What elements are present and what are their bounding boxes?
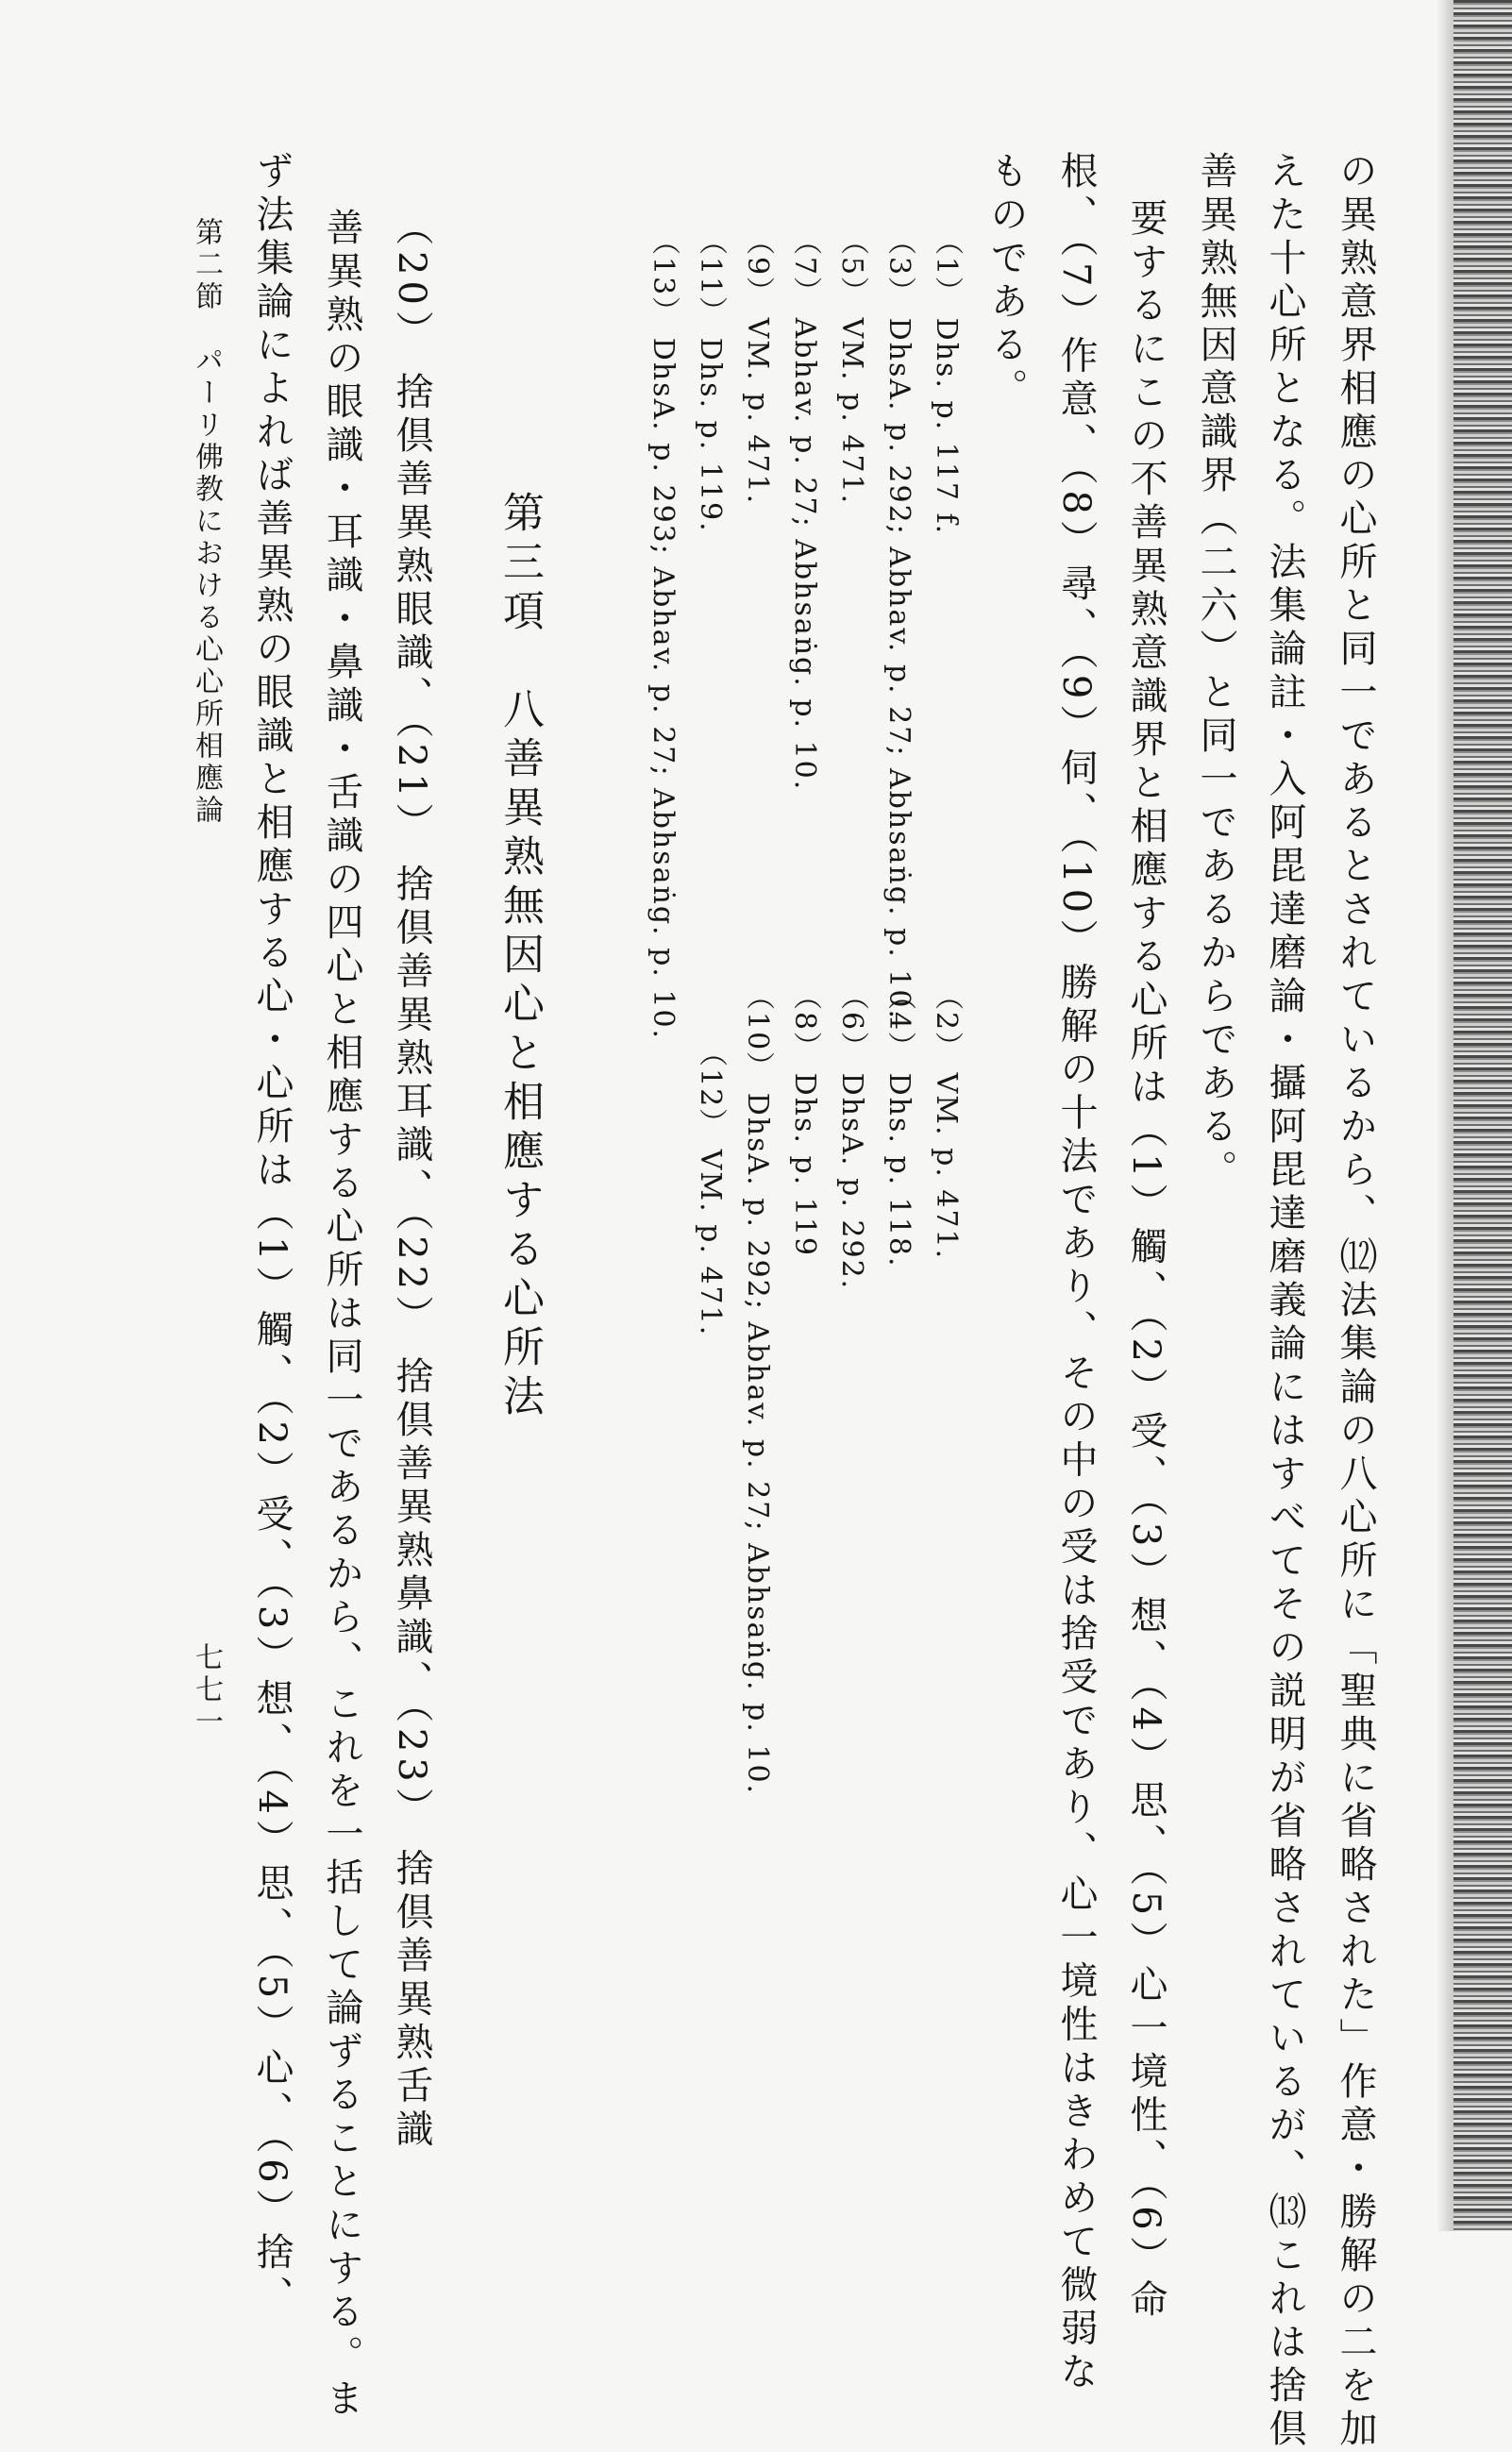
section-line-3: ず法集論によれば善異熟の眼識と相應する心・心所は（1）觸、（2）受、（3）想、（4）思、（5）心、（6）捨、 [250,151,294,2319]
note-3: （3） DhsA. p. 292; Abhav. p. 27; Abhsaṅg. p. 10. [882,227,916,1020]
section-heading: 第三項 八善異熟無因心と相應する心所法 [496,491,544,1423]
page-number: 七七一 [190,1642,223,1738]
note-4: （4） Dhs. p. 118. [882,982,916,1268]
note-1: （1） Dhs. p. 117 f. [930,227,963,536]
note-2: （2） VM. p. 471. [930,982,963,1261]
section-line-2: 善異熟の眼識・耳識・鼻識・舌識の四心と相應する心所は同一であるから、これを一括して論ずることにする。ま [320,208,363,2422]
note-10: （10） DhsA. p. 292; Abhav. p. 27; Abhsaṅg. p. 10. [741,982,774,1796]
main-line-2: えた十心所となる。法集論註・入阿毘達磨論・攝阿毘達磨義論にはすべてその説明が省略されているが、⒀これは捨倶 [1263,151,1306,2452]
main-line-4: 要するにこの不善異熟意識界と相應する心所は（1）觸、（2）受、（3）想、（4）思、（5）心一境性、（6）命 [1124,198,1168,2323]
note-5: （5） VM. p. 471. [835,227,868,506]
section-line-1: （20） 捨倶善異熟眼識、（21） 捨倶善異熟耳識、（22） 捨倶善異熟鼻識、（23） 捨倶善異熟舌識 [390,208,433,2153]
note-7: （7） Abhav. p. 27; Abhsaṅg. p. 10. [788,227,821,792]
main-line-3: 善異熟無因意識界（二六）と同一であるからである。 [1194,151,1237,1193]
note-9: （9） VM. p. 471. [741,227,774,506]
main-line-5: 根、（7）作意、（8）尋、（9）伺、（10）勝解の十法であり、その中の受は捨受であり、心一境性はきわめて微弱な [1054,151,1098,2395]
running-head: 第二節 パーリ佛教における心心所相應論 [190,217,223,827]
page-edge-scan [1453,0,1512,2231]
note-8: （8） Dhs. p. 119 [788,982,821,1258]
page-edge-shadow [1436,0,1453,2231]
note-13: （13） DhsA. p. 293; Abhav. p. 27; Abhsaṅg. p. 10. [647,227,680,1041]
main-line-1: の異熟意界相應の心所と同一であるとされているから、⑿法集論の八心所に「聖典に省略された」作意・勝解の二を加 [1334,151,1377,2452]
note-11: （11） Dhs. p. 119. [694,227,727,533]
note-12: （12） VM. p. 471. [694,1038,727,1337]
main-line-6: ものである。 [984,151,1028,411]
note-6: （6） DhsA. p. 292. [835,982,868,1291]
